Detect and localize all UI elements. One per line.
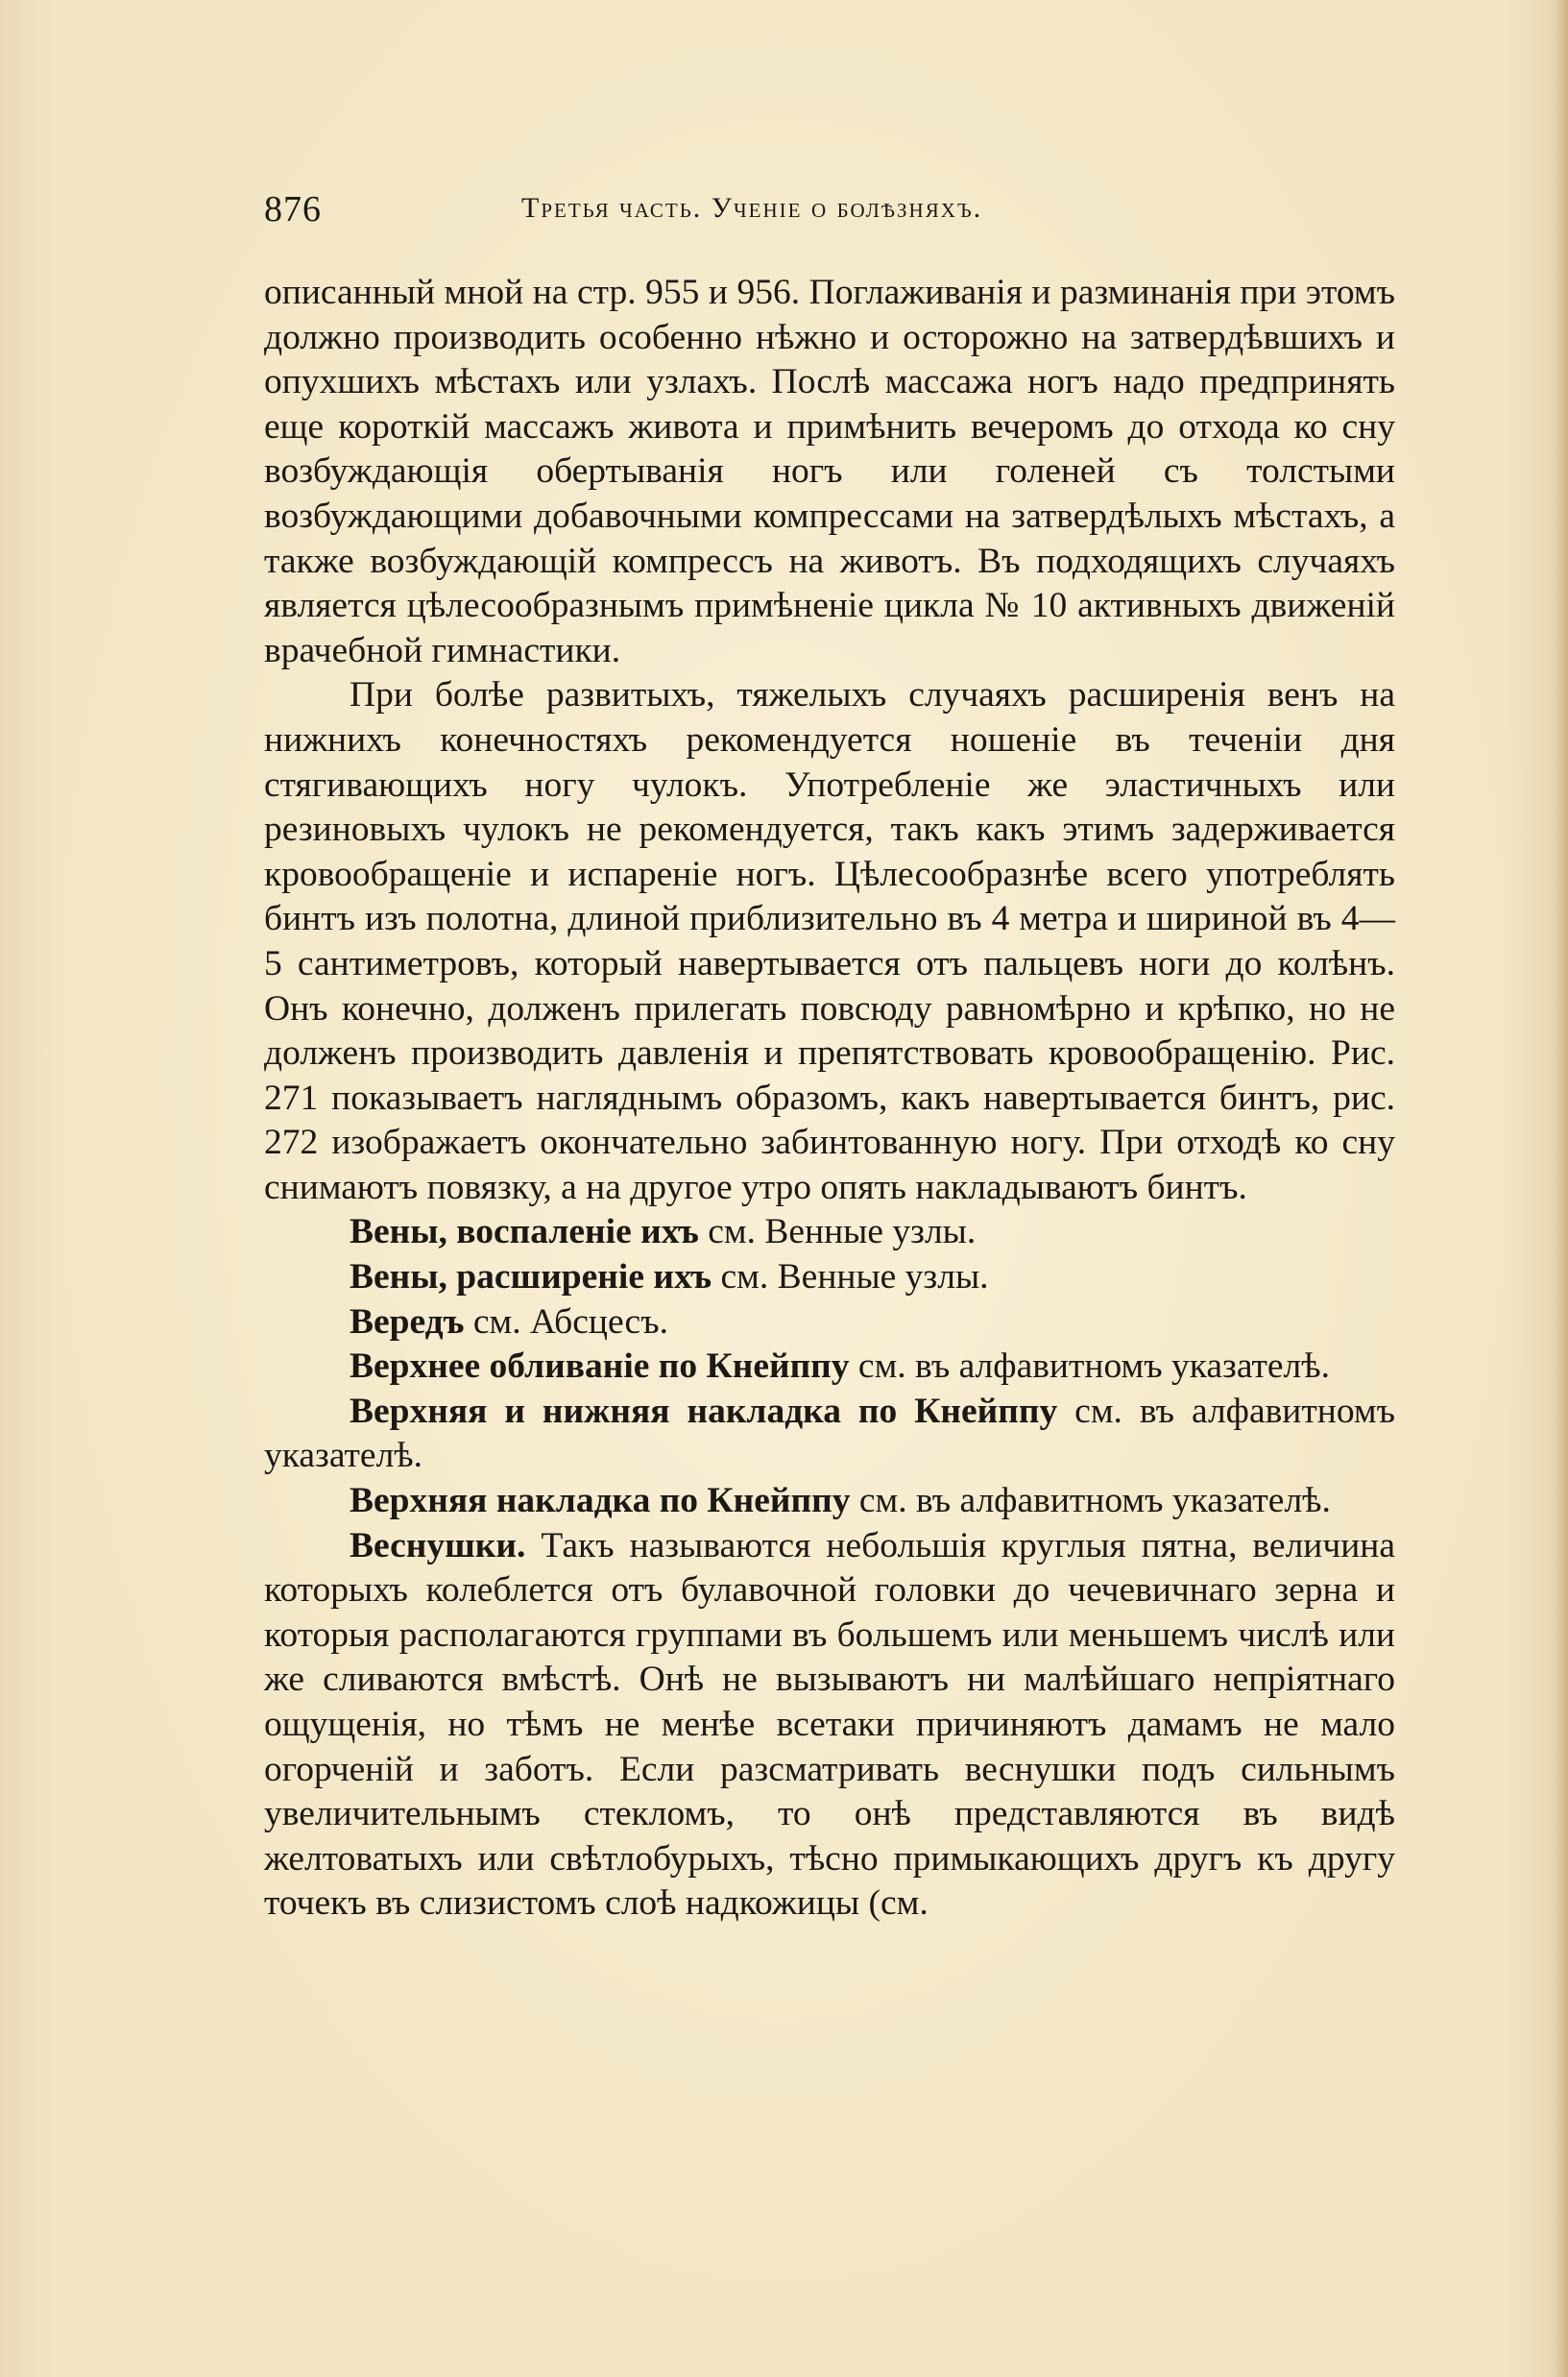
body-text (264, 271, 1395, 1927)
paragraph-continuation: описанный мной на стр. 955 и 956. Поглаживанія и разминанія при этомъ должно производить особенно нѣжно и осторожно на затвердѣвшихъ и опухшихъ мѣстахъ или узлахъ. Послѣ массажа ногъ надо предпринять еще короткій массажъ живота и примѣнить вечеромъ до отхода ко сну возбуждающія обертыванія ногъ или голеней съ толстыми возбуждающими добавочными компрессами на затвердѣлыхъ мѣстахъ, а также возбуждающій компрессъ на животъ. Въ подходящихъ случаяхъ является цѣлесообразнымъ примѣненіе цикла № 10 активныхъ движеній врачебной гимнастики. (264, 273, 1395, 670)
page-edge-shadow (1555, 0, 1568, 2377)
entry-upper-lower-pack: Верхняя и нижняя накладка по Кнейппу см. въ алфавитномъ указателѣ. (264, 1391, 1395, 1476)
entry-term: Вены, расширеніе ихъ (350, 1257, 712, 1298)
entry-term: Веснушки. (350, 1525, 526, 1565)
entry-veins-dilation: Вены, расширеніе ихъ см. Венные узлы. (350, 1257, 989, 1298)
page-header (264, 188, 1397, 236)
paragraph-bandage: При болѣе развитыхъ, тяжелыхъ случаяхъ расширенія венъ на нижнихъ конечностяхъ рекомендуется ношеніе въ теченіи дня стягивающихъ ногу чулокъ. Употребленіе же эластичныхъ или резиновыхъ чулокъ не рекомендуется, такъ какъ этимъ задерживается кровообращеніе и испареніе ногъ. Цѣлесообразнѣе всего употреблять бинтъ изъ полотна, длиной приблизительно въ 4 метра и шириной въ 4—5 сантиметровъ, который навертывается отъ пальцевъ ноги до колѣнъ. Онъ конечно, долженъ прилегать повсюду равномѣрно и крѣпко, но не долженъ производить давленія и препятствовать кровообращенію. Рис. 271 показываетъ нагляднымъ образомъ, какъ навертывается бинтъ, рис. 272 изображаетъ окончательно забинтованную ногу. При отходѣ ко сну снимаютъ повязку, а на другое утро опять накладываютъ бинтъ. (264, 675, 1395, 1207)
entry-upper-pack: Верхняя накладка по Кнейппу см. въ алфавитномъ указателѣ. (350, 1481, 1331, 1521)
entry-term: Верхнее обливаніе по Кнейппу (350, 1346, 850, 1387)
entry-freckles: Веснушки. Такъ называются небольшія круглыя пятна, величина которыхъ колеблется отъ булавочной головки до чечевичнаго зерна и которыя располагаются группами въ большемъ или меньшемъ числѣ или же сливаются вмѣстѣ. Онѣ не вызываютъ ни малѣйшаго непріятнаго ощущенія, но тѣмъ не менѣе всетаки причиняютъ дамамъ не мало огорченій и заботъ. Если разсматривать веснушки подъ сильнымъ увеличительнымъ стекломъ, то онѣ представляются въ видѣ желтоватыхъ или свѣтлобурыхъ, тѣсно примыкающихъ другъ къ другу точекъ въ слизистомъ слоѣ надкожицы (см. (264, 1525, 1395, 1924)
entry-abscess: Вередъ см. Абсцесъ. (350, 1301, 668, 1342)
entry-term: Верхняя и нижняя накладка по Кнейппу (350, 1391, 1058, 1431)
page-number: 876 (264, 189, 322, 230)
entry-term: Вередъ (350, 1301, 465, 1342)
entry-term: Вены, воспаленіе ихъ (350, 1212, 699, 1252)
entry-upper-affusion: Верхнее обливаніе по Кнейппу см. въ алфавитномъ указателѣ. (350, 1346, 1330, 1387)
entry-term: Верхняя накладка по Кнейппу (350, 1481, 851, 1521)
entry-veins-inflammation: Вены, воспаленіе ихъ см. Венные узлы. (350, 1212, 977, 1252)
running-head: Третья часть. Ученіе о болѣзняхъ. (521, 192, 983, 224)
